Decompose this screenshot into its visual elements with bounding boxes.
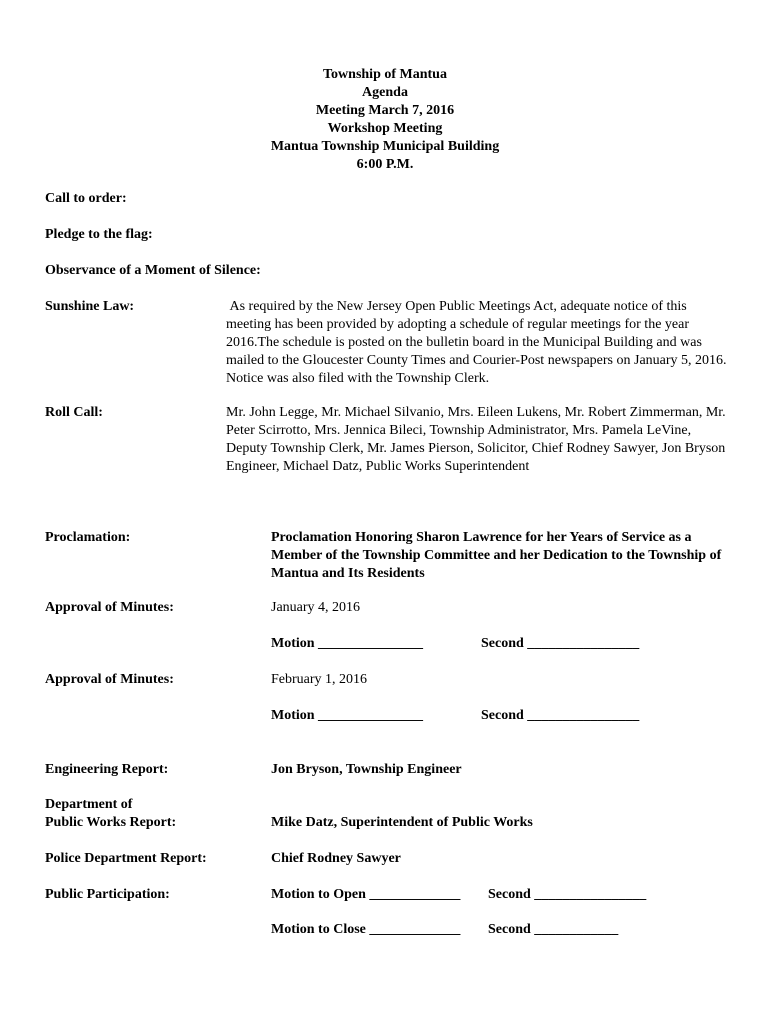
approval-minutes-label-2: Approval of Minutes:: [45, 672, 174, 687]
public-works-label-line1: Department of: [45, 797, 133, 812]
engineering-report-value: Jon Bryson, Township Engineer: [271, 762, 462, 777]
call-to-order-label: Call to order:: [45, 191, 127, 206]
motion-to-open-line: Motion to Open _____________: [271, 887, 461, 902]
moment-of-silence-label: Observance of a Moment of Silence:: [45, 263, 261, 278]
pledge-label: Pledge to the flag:: [45, 227, 153, 242]
police-report-label: Police Department Report:: [45, 851, 207, 866]
header-township: Township of Mantua: [323, 67, 447, 82]
header-time: 6:00 P.M.: [356, 157, 414, 172]
agenda-header: [0, 66, 770, 174]
header-meeting-date: Meeting March 7, 2016: [315, 103, 455, 118]
close-second-line: Second ____________: [488, 922, 619, 937]
proclamation-text: Proclamation Honoring Sharon Lawrence for her Years of Service as a Member of the Township Committee and her Dedication to the Township of Mantua and Its Residents: [271, 530, 722, 581]
minutes-date-1: January 4, 2016: [271, 600, 361, 615]
engineering-report-label: Engineering Report:: [45, 762, 169, 777]
motion-line-1: Motion _______________: [271, 636, 424, 651]
sunshine-law-label: Sunshine Law:: [45, 299, 135, 314]
header-location: Mantua Township Municipal Building: [270, 139, 500, 154]
motion-line-2: Motion _______________: [271, 708, 424, 723]
second-line-2: Second ________________: [481, 708, 640, 723]
open-second-line: Second ________________: [488, 887, 647, 902]
proclamation-label: Proclamation:: [45, 530, 131, 545]
public-works-label-line2: Public Works Report:: [45, 815, 177, 830]
approval-minutes-label-1: Approval of Minutes:: [45, 600, 174, 615]
public-works-value: Mike Datz, Superintendent of Public Works: [271, 815, 533, 830]
sunshine-law-text: As required by the New Jersey Open Public Meetings Act, adequate notice of this meeting has been provided by adopting a schedule of regular meetings for the year 2016.The schedule is posted on the bulletin board in the Municipal Building and was mailed to the Gloucester County Times and Courier-Post newspapers on January 5, 2016. Notice was also filed with the Township Clerk.: [226, 299, 731, 386]
roll-call-label: Roll Call:: [45, 405, 103, 420]
police-report-value: Chief Rodney Sawyer: [271, 851, 401, 866]
public-participation-label: Public Participation:: [45, 887, 170, 902]
second-line-1: Second ________________: [481, 636, 640, 651]
header-meeting-type: Workshop Meeting: [327, 121, 443, 136]
header-agenda: Agenda: [362, 85, 408, 100]
minutes-date-2: February 1, 2016: [271, 672, 368, 687]
roll-call-text: Mr. John Legge, Mr. Michael Silvanio, Mrs. Eileen Lukens, Mr. Robert Zimmerman, Mr. Peter Scirrotto, Mrs. Jennica Bileci, Township Administrator, Mrs. Pamela LeVine, Deputy Township Clerk, Mr. James Pierson, Solicitor, Chief Rodney Sawyer, Jon Bryson Engineer, Michael Datz, Public Works Superintendent: [226, 405, 726, 474]
motion-to-close-line: Motion to Close _____________: [271, 922, 461, 937]
